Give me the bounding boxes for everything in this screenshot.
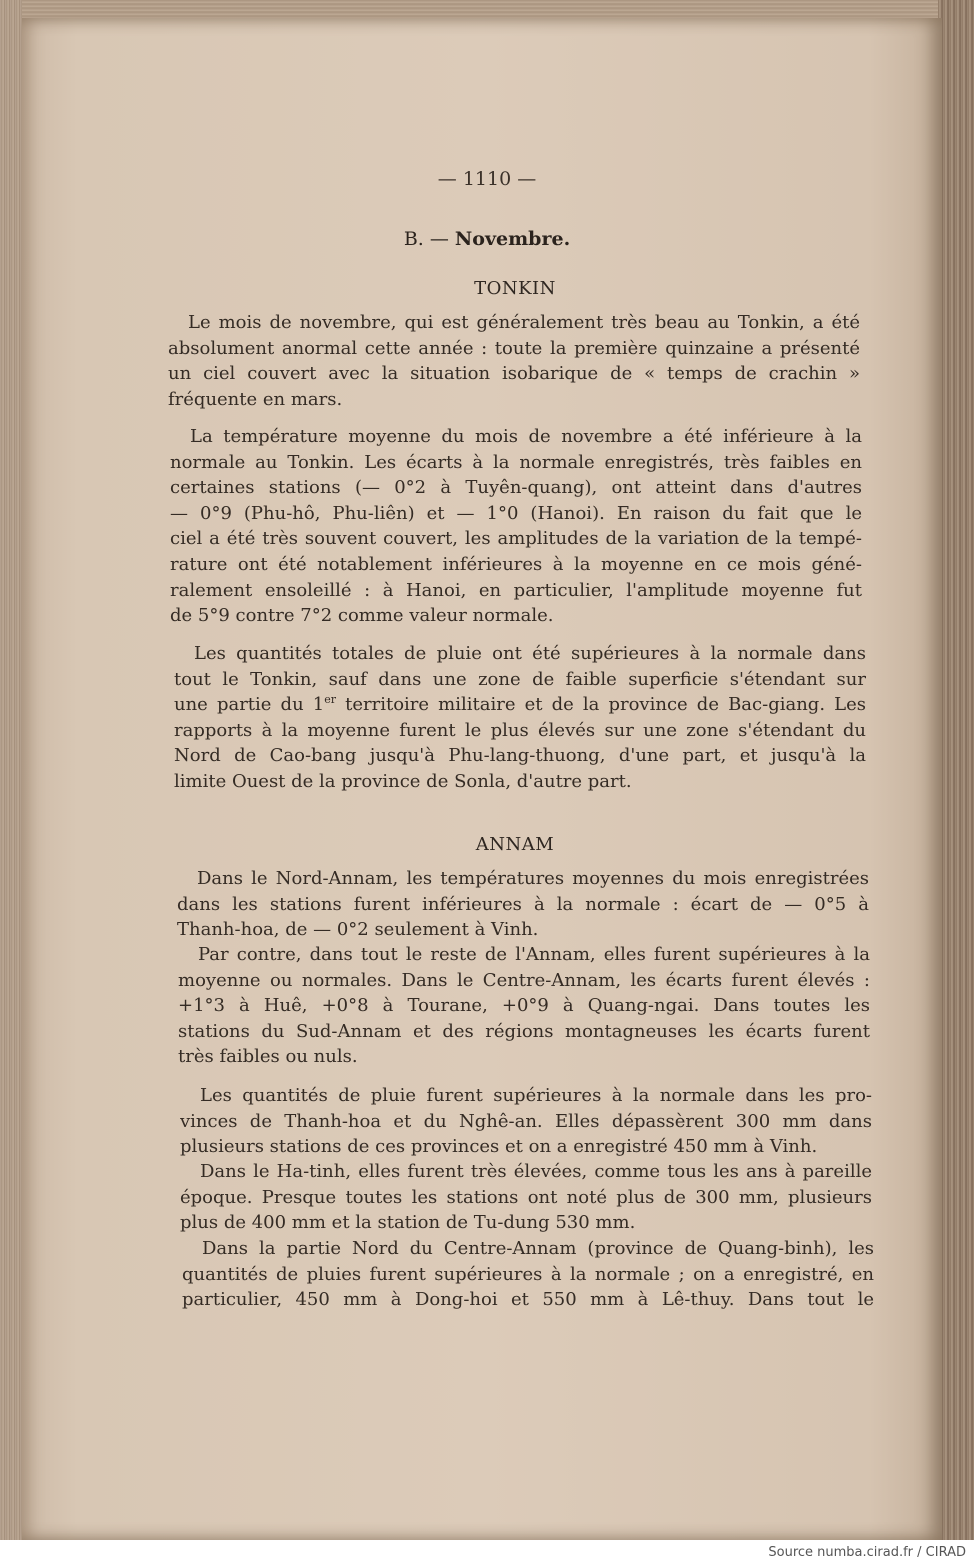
paragraph-7 xyxy=(180,1159,872,1236)
text-line: Par contre, dans tout le reste de l'Annam, elles furent supérieures à la xyxy=(198,944,870,965)
text-line: moyenne ou normales. Dans le Centre-Annam, les écarts furent élevés : xyxy=(178,969,870,991)
text-line: Dans le Nord-Annam, les températures moyennes du mois enregistrées xyxy=(197,868,869,889)
text-line: vinces de Thanh-hoa et du Nghê-an. Elles dépassèrent 300 mm dans xyxy=(180,1110,872,1132)
paragraph-8 xyxy=(182,1236,874,1313)
text-line: rapports à la moyenne furent le plus élevés sur une zone s'étendant du xyxy=(174,719,866,741)
text-line: ralement ensoleillé : à Hanoi, en particulier, l'amplitude moyenne fut xyxy=(170,579,862,601)
text-line: Thanh-hoa, de — 0°2 seulement à Vinh. xyxy=(177,919,539,941)
text-line: très faibles ou nuls. xyxy=(178,1046,358,1068)
text-line: absolument anormal cette année : toute la première quinzaine a présenté xyxy=(168,337,860,359)
text-line: Dans le Ha-tinh, elles furent très élevées, comme tous les ans à pareille xyxy=(200,1161,872,1182)
paragraph-1 xyxy=(168,310,860,412)
text-line: ciel a été très souvent couvert, les amplitudes de la variation de la tempé- xyxy=(170,528,862,550)
paragraph-4 xyxy=(177,866,869,943)
source-attribution: Source numba.cirad.fr / CIRAD xyxy=(768,1545,966,1560)
text-line: dans les stations furent inférieures à la normale : écart de — 0°5 à xyxy=(177,893,869,915)
text-line: particulier, 450 mm à Dong-hoi et 550 mm à Lê-thuy. Dans tout le xyxy=(182,1289,874,1311)
paragraph-3 xyxy=(174,641,866,795)
text-line: quantités de pluies furent supérieures à la normale ; on a enregistré, en xyxy=(182,1263,874,1285)
text-line: époque. Presque toutes les stations ont noté plus de 300 mm, plusieurs xyxy=(180,1186,872,1208)
text-line: fréquente en mars. xyxy=(168,388,343,410)
text-fragment: une partie du 1 xyxy=(174,694,325,716)
text-line: tout le Tonkin, sauf dans une zone de faible superficie s'étendant sur xyxy=(174,668,866,690)
paragraph-2 xyxy=(170,424,862,629)
text-line: certaines stations (— 0°2 à Tuyên-quang), ont atteint dans d'autres xyxy=(170,477,862,499)
text-line: Le mois de novembre, qui est généralement très beau au Tonkin, a été xyxy=(188,312,860,333)
text-line: Les quantités totales de pluie ont été supérieures à la normale dans xyxy=(194,643,866,664)
text-line: — 0°9 (Phu-hô, Phu-liên) et — 1°0 (Hanoi). En raison du fait que le xyxy=(170,502,862,524)
text-line: un ciel couvert avec la situation isobarique de « temps de crachin » xyxy=(168,363,860,385)
text-line: Dans la partie Nord du Centre-Annam (province de Quang-binh), les xyxy=(202,1238,874,1259)
section-prefix: B. — xyxy=(403,228,449,250)
text-line: Les quantités de pluie furent supérieures à la normale dans les pro- xyxy=(200,1085,872,1106)
text-line: plusieurs stations de ces provinces et on a enregistré 450 mm à Vinh. xyxy=(180,1136,818,1158)
ordinal-superscript: er xyxy=(324,693,337,707)
text-line: La température moyenne du mois de novembre a été inférieure à la xyxy=(190,426,862,447)
text-line: rature ont été notablement inférieures à la moyenne en ce mois géné- xyxy=(170,553,862,575)
text-line: plus de 400 mm et la station de Tu-dung 530 mm. xyxy=(180,1212,636,1234)
paragraph-6 xyxy=(180,1083,872,1160)
region-heading-annam: ANNAM xyxy=(475,834,555,855)
text-line: normale au Tonkin. Les écarts à la normale enregistrés, très faibles en xyxy=(170,451,862,473)
text-line: Nord de Cao-bang jusqu'à Phu-lang-thuong, d'une part, et jusqu'à la xyxy=(174,745,866,767)
text-line: stations du Sud-Annam et des régions montagneuses les écarts furent xyxy=(178,1020,870,1042)
section-title xyxy=(0,228,974,250)
text-line: +1°3 à Huê, +0°8 à Tourane, +0°9 à Quang-ngai. Dans toutes les xyxy=(178,995,870,1017)
page-number: — 1110 — xyxy=(437,168,537,190)
text-line: de 5°9 contre 7°2 comme valeur normale. xyxy=(170,605,554,627)
text-line-with-superscript xyxy=(174,692,866,718)
section-month: Novembre. xyxy=(454,228,571,250)
text-line: limite Ouest de la province de Sonla, d'autre part. xyxy=(174,770,632,792)
paragraph-5 xyxy=(178,942,870,1070)
text-fragment: territoire militaire et de la province de Bac-giang. Les xyxy=(336,694,866,716)
region-heading-tonkin: TONKIN xyxy=(474,278,556,299)
